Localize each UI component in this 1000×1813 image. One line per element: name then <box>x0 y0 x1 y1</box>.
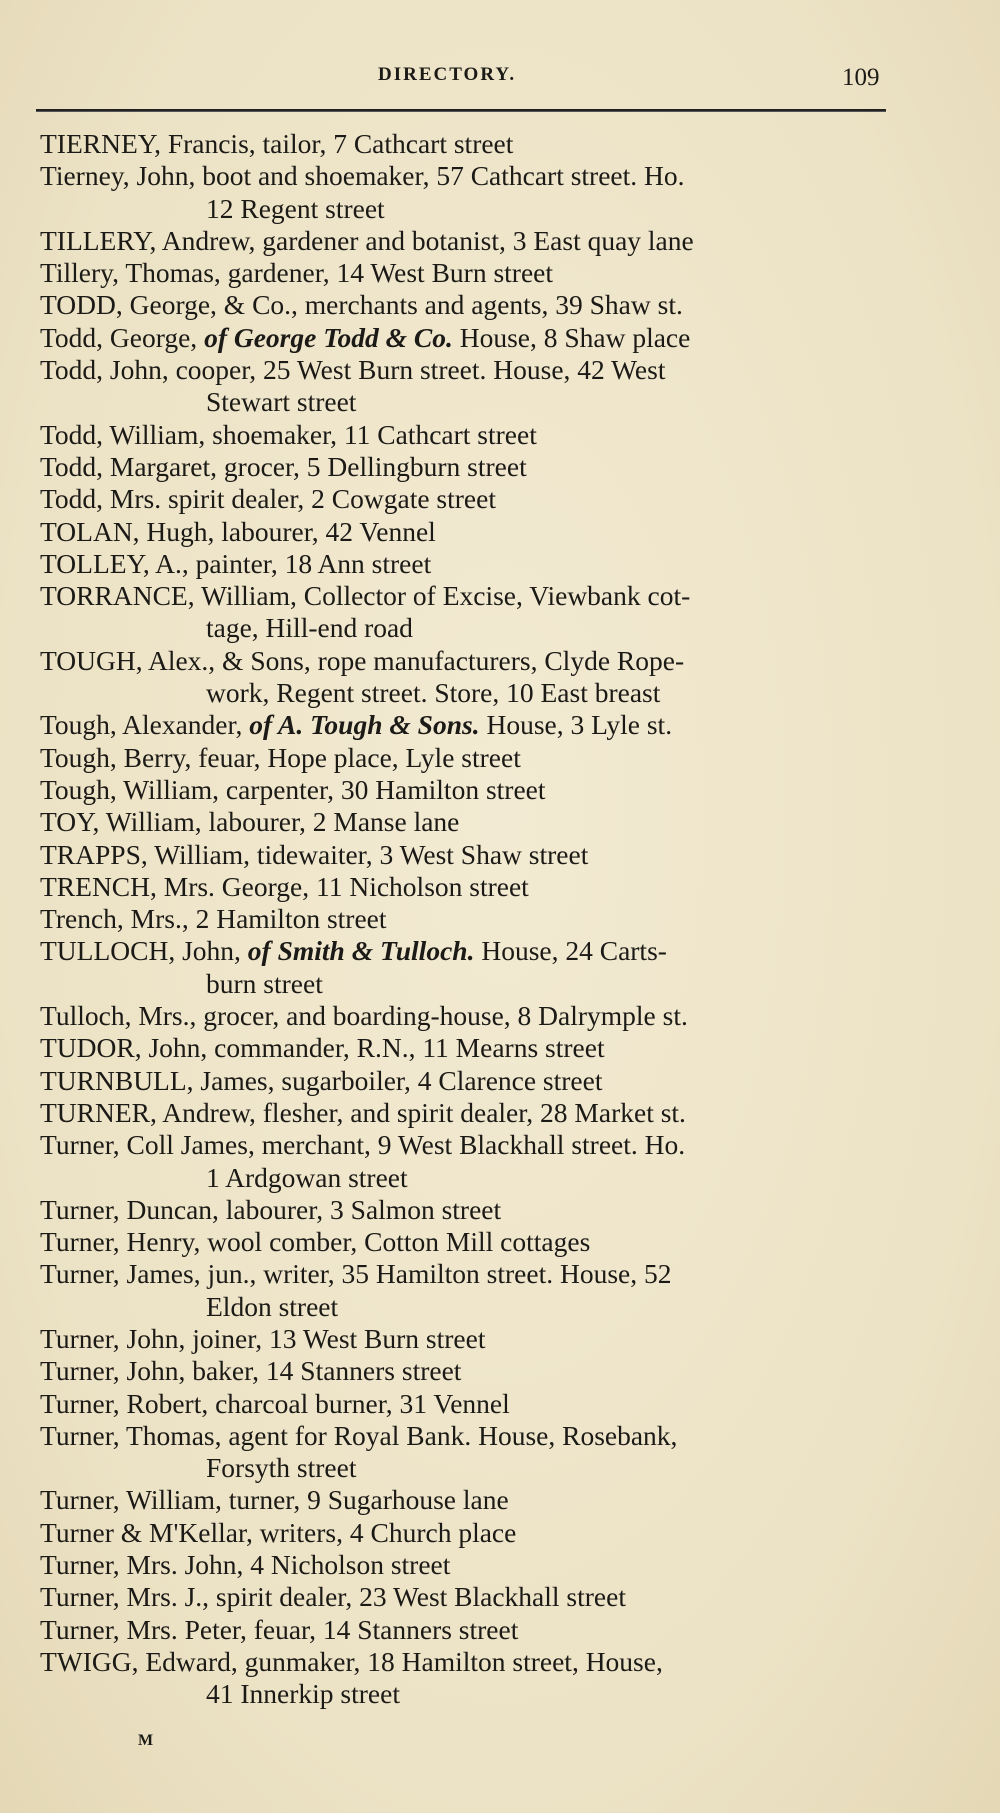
directory-entry <box>40 1420 910 1485</box>
directory-entry <box>40 806 910 838</box>
entry-line: Turner, Mrs. John, 4 Nicholson street <box>40 1549 451 1581</box>
directory-entry <box>40 580 910 645</box>
entry-line: TURNBULL, James, sugarboiler, 4 Clarence street <box>40 1064 603 1096</box>
entry-line: Turner, John, joiner, 13 West Burn street <box>40 1322 486 1354</box>
entry-line: Tough, William, carpenter, 30 Hamilton street <box>40 773 546 805</box>
directory-entry <box>40 1194 910 1226</box>
header-rule <box>36 109 886 112</box>
directory-entry <box>40 160 910 225</box>
entry-line: Tierney, John, boot and shoemaker, 57 Cathcart street. Ho. <box>40 160 685 192</box>
entry-line: TWIGG, Edward, gunmaker, 18 Hamilton street, House, <box>40 1645 663 1677</box>
entry-line: Turner, Coll James, merchant, 9 West Blackhall street. Ho. <box>40 1129 686 1161</box>
entry-line: Turner, Henry, wool comber, Cotton Mill cottages <box>40 1226 591 1258</box>
entry-firm-italic: of Smith & Tulloch. <box>247 935 475 967</box>
entry-line: Turner, Robert, charcoal burner, 31 Vennel <box>40 1387 510 1419</box>
entry-continuation-line: 1 Ardgowan street <box>206 1161 408 1193</box>
directory-entry <box>40 742 910 774</box>
entry-continuation-line: 12 Regent street <box>206 192 385 224</box>
entry-line <box>40 322 910 354</box>
directory-entry <box>40 354 910 419</box>
page-number: 109 <box>842 64 880 91</box>
entry-line: Turner, Thomas, agent for Royal Bank. House, Rosebank, <box>40 1419 678 1451</box>
entry-line: Todd, William, shoemaker, 11 Cathcart street <box>40 418 537 450</box>
directory-entry <box>40 1065 910 1097</box>
directory-entry <box>40 1097 910 1129</box>
entry-continuation-line: Forsyth street <box>206 1452 357 1484</box>
directory-entry <box>40 1581 910 1613</box>
directory-entry <box>40 1549 910 1581</box>
entry-firm-italic: of George Todd & Co. <box>204 321 453 353</box>
entry-continuation-line: Eldon street <box>206 1290 339 1322</box>
directory-entry <box>40 1614 910 1646</box>
entry-line: Turner, James, jun., writer, 35 Hamilton street. House, 52 <box>40 1258 672 1290</box>
directory-entry <box>40 1646 910 1711</box>
entry-line: TORRANCE, William, Collector of Excise, Viewbank cot- <box>40 580 691 612</box>
entry-firm-italic: of A. Tough & Sons. <box>249 709 480 741</box>
entry-line: Todd, Margaret, grocer, 5 Dellingburn street <box>40 450 527 482</box>
directory-entry <box>40 1226 910 1258</box>
entry-line: TURNER, Andrew, flesher, and spirit dealer, 28 Market st. <box>40 1096 686 1128</box>
running-head <box>0 62 1000 102</box>
entry-line: TOUGH, Alex., & Sons, rope manufacturers, Clyde Rope- <box>40 644 685 676</box>
signature-mark: M <box>138 1732 154 1749</box>
entry-line: Turner, Mrs. J., spirit dealer, 23 West Blackhall street <box>40 1581 626 1613</box>
directory-entry <box>40 257 910 289</box>
entry-line: Todd, John, cooper, 25 West Burn street. House, 42 West <box>40 354 666 386</box>
entry-text: TULLOCH, John, <box>40 935 248 967</box>
directory-entry <box>40 322 910 354</box>
entry-line: Turner, John, baker, 14 Stanners street <box>40 1355 462 1387</box>
directory-entry <box>40 128 910 160</box>
directory-entries <box>40 128 910 1711</box>
directory-entry <box>40 419 910 451</box>
directory-entry <box>40 1517 910 1549</box>
entry-line: TILLERY, Andrew, gardener and botanist, 3 East quay lane <box>40 224 694 256</box>
entry-line: TRENCH, Mrs. George, 11 Nicholson street <box>40 870 529 902</box>
directory-entry <box>40 1388 910 1420</box>
directory-entry <box>40 1032 910 1064</box>
directory-entry <box>40 1258 910 1323</box>
entry-line: TRAPPS, William, tidewaiter, 3 West Shaw street <box>40 838 589 870</box>
entry-continuation-line: work, Regent street. Store, 10 East breast <box>206 677 661 709</box>
directory-entry <box>40 774 910 806</box>
entry-line: Tulloch, Mrs., grocer, and boarding-house, 8 Dalrymple st. <box>40 1000 688 1032</box>
directory-entry <box>40 1000 910 1032</box>
entry-line: Turner & M'Kellar, writers, 4 Church place <box>40 1516 517 1548</box>
directory-entry <box>40 1323 910 1355</box>
directory-entry <box>40 871 910 903</box>
entry-line: Todd, Mrs. spirit dealer, 2 Cowgate street <box>40 483 496 515</box>
entry-line: TIERNEY, Francis, tailor, 7 Cathcart street <box>40 128 514 159</box>
directory-entry <box>40 839 910 871</box>
directory-entry <box>40 645 910 710</box>
entry-line: Turner, Duncan, labourer, 3 Salmon street <box>40 1193 502 1225</box>
entry-continuation-line: Stewart street <box>206 386 357 418</box>
entry-line: TOY, William, labourer, 2 Manse lane <box>40 806 460 838</box>
directory-entry <box>40 289 910 321</box>
entry-text: House, 8 Shaw place <box>452 321 691 353</box>
entry-line: Trench, Mrs., 2 Hamilton street <box>40 903 387 935</box>
entry-continuation-line: 41 Innerkip street <box>206 1678 400 1710</box>
directory-entry <box>40 225 910 257</box>
entry-text: House, 24 Carts- <box>474 935 667 967</box>
entry-line: TOLLEY, A., painter, 18 Ann street <box>40 547 432 579</box>
entry-line: Turner, William, turner, 9 Sugarhouse lane <box>40 1484 509 1516</box>
directory-entry <box>40 483 910 515</box>
directory-entry <box>40 451 910 483</box>
directory-entry <box>40 1484 910 1516</box>
directory-entry <box>40 903 910 935</box>
entry-line: Turner, Mrs. Peter, feuar, 14 Stanners street <box>40 1613 519 1645</box>
entry-line: Tillery, Thomas, gardener, 14 West Burn street <box>40 257 553 289</box>
entry-continuation-line: burn street <box>206 967 323 999</box>
entry-line: TODD, George, & Co., merchants and agents, 39 Shaw st. <box>40 289 683 321</box>
entry-text: Todd, George, <box>40 321 205 353</box>
entry-line: Tough, Berry, feuar, Hope place, Lyle street <box>40 741 521 773</box>
directory-entry <box>40 709 910 741</box>
entry-line: TOLAN, Hugh, labourer, 42 Vennel <box>40 515 436 547</box>
entry-continuation-line: tage, Hill-end road <box>206 612 413 644</box>
entry-line <box>40 935 910 967</box>
directory-entry <box>40 1129 910 1194</box>
running-title: DIRECTORY. <box>378 64 517 85</box>
directory-entry <box>40 935 910 1000</box>
entry-text: House, 3 Lyle st. <box>479 709 673 741</box>
directory-entry <box>40 516 910 548</box>
directory-entry <box>40 1355 910 1387</box>
entry-line <box>40 709 910 741</box>
directory-entry <box>40 548 910 580</box>
entry-text: Tough, Alexander, <box>40 709 250 741</box>
entry-line: TUDOR, John, commander, R.N., 11 Mearns street <box>40 1032 605 1064</box>
